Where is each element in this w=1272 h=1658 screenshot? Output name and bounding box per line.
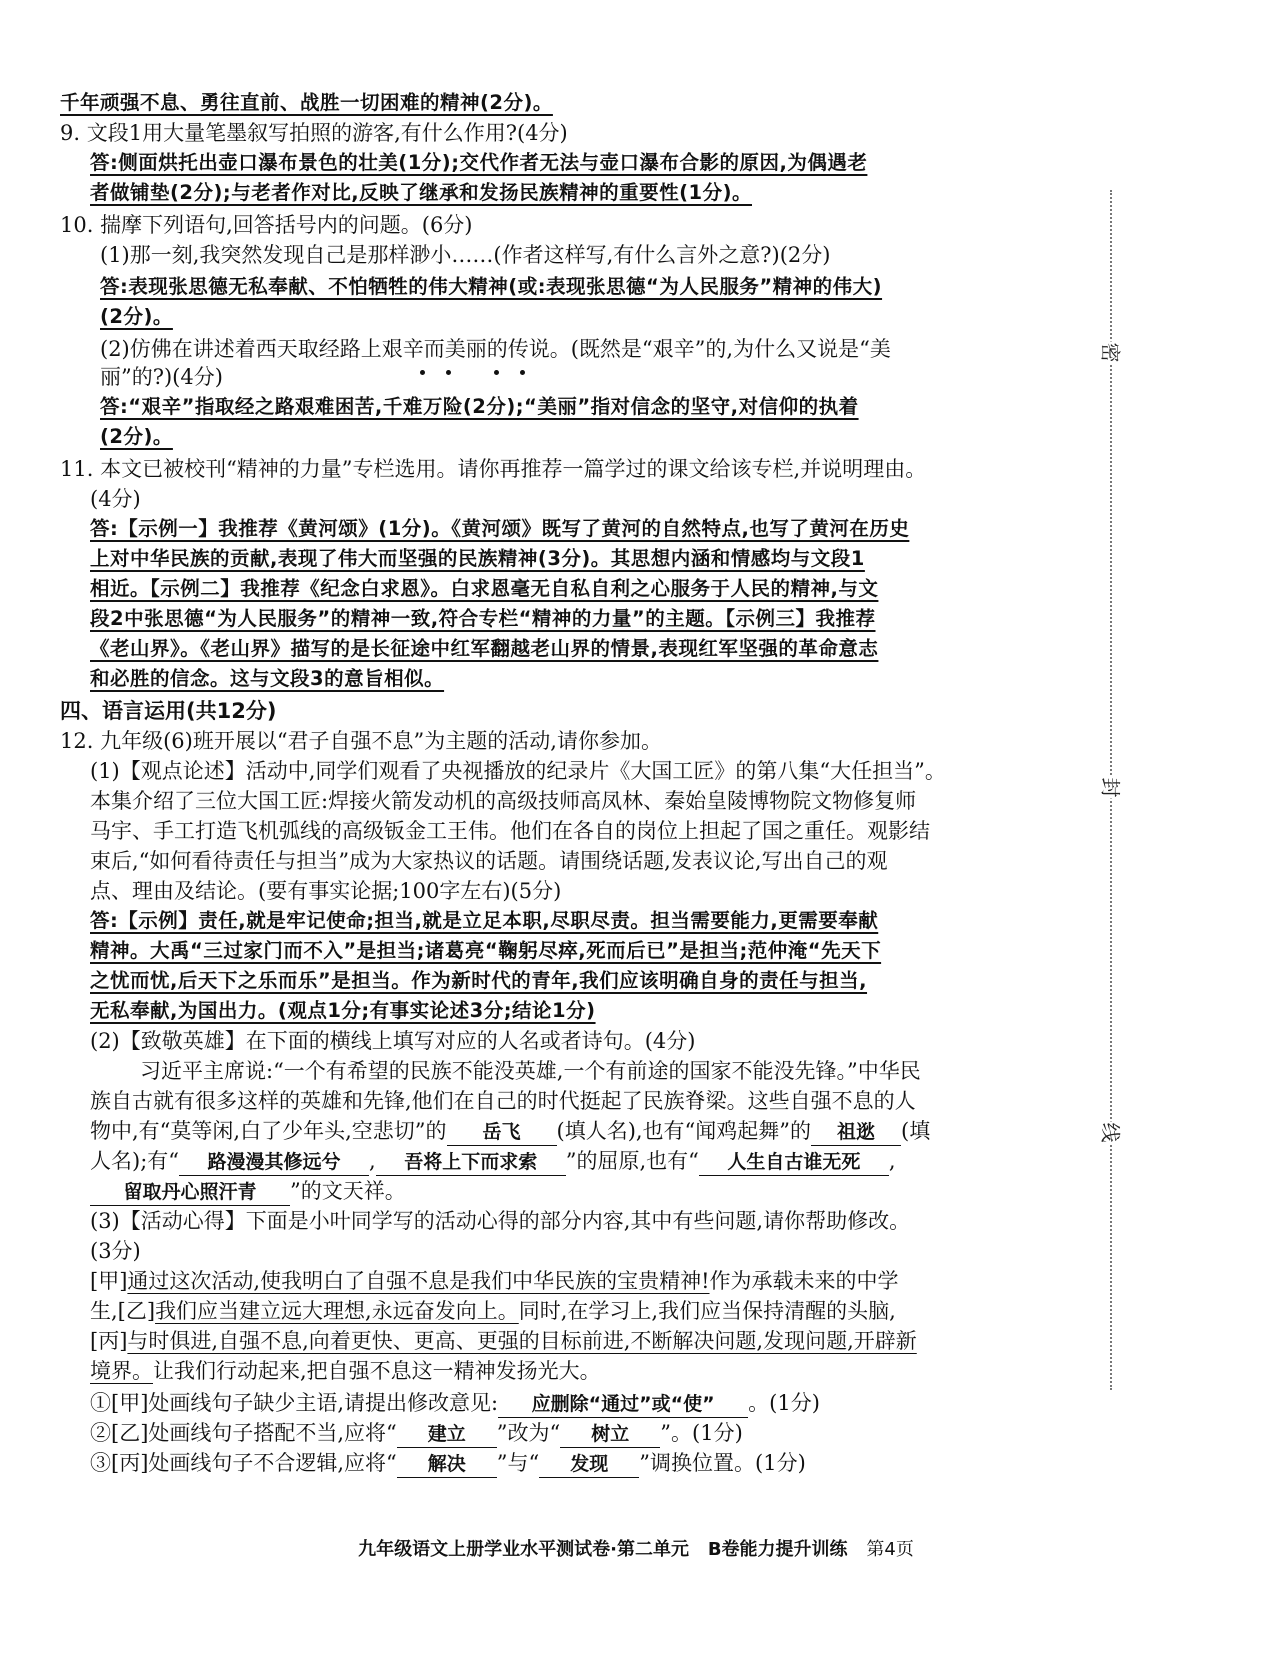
answer-11-line6: 和必胜的信念。这与文段3的意旨相似。 (90, 667, 445, 690)
essay-text: 作为承载未来的中学 (709, 1269, 899, 1293)
answer-line: 千年顽强不息、勇往直前、战胜一切困难的精神(2分)。 (60, 91, 553, 114)
question-10-2-line1: (2)仿佛在讲述着西天取经路上艰辛而美丽的传说。(既然是“艰辛”的,为什么又说是“美 (100, 337, 891, 361)
section-heading: 四、语言运用(共12分) (60, 699, 277, 723)
subquestion-3 (90, 1448, 806, 1478)
passage-line1: 习近平主席说:“一个有希望的民族不能没英雄,一个有前途的国家不能没先锋。”中华民 (140, 1059, 921, 1083)
answer-12-1-line4: 无私奉献,为国出力。(观点1分;有事实论述3分;结论1分) (90, 999, 596, 1022)
question-10: 10. 揣摩下列语句,回答括号内的问题。(6分) (60, 213, 473, 237)
underlined-sentence: 境界。 (90, 1359, 153, 1383)
question-12: 12. 九年级(6)班开展以“君子自强不息”为主题的活动,请你参加。 (60, 729, 662, 753)
subquestion-text: ”与“ (496, 1451, 540, 1475)
emphasis-dot (520, 370, 525, 375)
question-12-1-line1: (1)【观点论述】活动中,同学们观看了央视播放的纪录片《大国工匠》的第八集“大任担当”。 (90, 759, 946, 783)
question-12-3-line2: (3分) (90, 1239, 141, 1263)
underlined-sentence: 通过这次活动,使我明白了自强不息是我们中华民族的宝贵精神! (127, 1269, 710, 1293)
question-10-1: (1)那一刻,我突然发现自己是那样渺小……(作者这样写,有什么言外之意?)(2分) (100, 243, 831, 267)
fill-blank-answer: 路漫漫其修远兮 (179, 1149, 369, 1176)
emphasis-dot (494, 370, 499, 375)
fill-blank-answer: 发现 (539, 1451, 639, 1478)
answer-11-line2: 上对中华民族的贡献,表现了伟大而坚强的民族精神(3分)。其思想内涵和情感均与文段1 (90, 547, 865, 570)
emphasis-dot (446, 370, 451, 375)
fill-blank-answer: 解决 (397, 1451, 497, 1478)
essay-line3 (90, 1326, 917, 1356)
question-12-3-line1: (3)【活动心得】下面是小叶同学写的活动心得的部分内容,其中有些问题,请你帮助修改。 (90, 1209, 911, 1233)
passage-text: (填人名),也有“闻鸡起舞”的 (556, 1119, 812, 1143)
essay-text: 同时,在学习上,我们应当保持清醒的头脑, (518, 1299, 896, 1323)
footer-subtitle: B卷能力提升训练 (707, 1539, 848, 1560)
passage-line5 (90, 1176, 406, 1206)
fill-blank-answer: 人生自古谁无死 (699, 1149, 889, 1176)
question-10-2-line2: 丽”的?)(4分) (100, 365, 223, 389)
passage-line2: 族自古就有很多这样的英雄和先锋,他们在自己的时代挺起了民族脊梁。这些自强不息的人 (90, 1089, 916, 1113)
answer-12-1-line1: 答:【示例】责任,就是牢记使命;担当,就是立足本职,尽职尽责。担当需要能力,更需要奉献 (90, 909, 879, 932)
passage-text: (填 (901, 1119, 931, 1143)
essay-line4 (90, 1356, 601, 1386)
passage-text: ”的屈原,也有“ (565, 1149, 699, 1173)
page-footer (0, 1535, 1272, 1561)
subquestion-text: ①[甲]处画线句子缺少主语,请提出修改意见: (90, 1391, 499, 1415)
answer-11-line3: 相近。【示例二】我推荐《纪念白求恩》。白求恩毫无自私自利之心服务于人民的精神,与文 (90, 577, 879, 600)
question-9: 9. 文段1用大量笔墨叙写拍照的游客,有什么作用?(4分) (60, 121, 568, 145)
label-jia: [甲] (90, 1269, 128, 1293)
answer-9-line1: 答:侧面烘托出壶口瀑布景色的壮美(1分);交代作者无法与壶口瀑布合影的原因,为偶遇老 (90, 151, 868, 174)
fill-blank-answer: 应删除“通过”或“使” (498, 1391, 748, 1418)
answer-9-line2: 者做铺垫(2分);与老者作对比,反映了继承和发扬民族精神的重要性(1分)。 (90, 181, 752, 204)
passage-line3 (90, 1116, 930, 1146)
subquestion-1 (90, 1388, 820, 1418)
label-yi: 生,[乙] (90, 1299, 156, 1323)
answer-10-1-line2: (2分)。 (100, 305, 173, 328)
question-12-1-line3: 马宇、手工打造飞机弧线的高级钣金工王伟。他们在各自的岗位上担起了国之重任。观影结 (90, 819, 930, 843)
answer-10-2-line1: 答:“艰辛”指取经之路艰难困苦,千难万险(2分);“美丽”指对信念的坚守,对信仰的执着 (100, 395, 859, 418)
subquestion-text: ②[乙]处画线句子搭配不当,应将“ (90, 1421, 397, 1445)
answer-11-line5: 《老山界》。《老山界》描写的是长征途中红军翻越老山界的情景,表现红军坚强的革命意志 (90, 637, 879, 660)
passage-text: 物中,有“莫等闲,白了少年头,空悲切”的 (90, 1119, 447, 1143)
passage-text: , (888, 1149, 896, 1173)
answer-11-line1: 答:【示例一】我推荐《黄河颂》(1分)。《黄河颂》既写了黄河的自然特点,也写了黄河在历史 (90, 517, 910, 540)
answer-11-line4: 段2中张思德“为人民服务”的精神一致,符合专栏“精神的力量”的主题。【示例三】我推荐 (90, 607, 876, 630)
question-11-line2: (4分) (90, 487, 141, 511)
question-12-2: (2)【致敬英雄】在下面的横线上填写对应的人名或者诗句。(4分) (90, 1029, 696, 1053)
fill-blank-answer: 祖逖 (811, 1119, 901, 1146)
answer-12-1-line3: 之忧而忧,后天下之乐而乐”是担当。作为新时代的青年,我们应该明确自身的责任与担当, (90, 969, 868, 992)
footer-title: 九年级语文上册学业水平测试卷·第二单元 (358, 1539, 690, 1560)
seal-char-mi: 密 (1098, 342, 1127, 364)
subquestion-text: ③[丙]处画线句子不合逻辑,应将“ (90, 1451, 397, 1475)
passage-text: , (369, 1149, 376, 1173)
fill-blank-answer: 留取丹心照汗青 (90, 1179, 290, 1206)
answer-10-1-line1: 答:表现张思德无私奉献、不怕牺牲的伟大精神(或:表现张思德“为人民服务”精神的伟大) (100, 275, 883, 298)
underlined-sentence: 与时俱进,自强不息,向着更快、更高、更强的目标前进,不断解决问题,发现问题,开辟新 (127, 1329, 917, 1353)
subquestion-text: ”调换位置。(1分) (639, 1451, 806, 1475)
answer-12-1-line2: 精神。大禹“三过家门而不入”是担当;诸葛亮“鞠躬尽瘁,死而后已”是担当;范仲淹“先天下 (90, 939, 882, 962)
page-number: 第4页 (866, 1539, 914, 1560)
underlined-sentence: 我们应当建立远大理想,永远奋发向上。 (155, 1299, 519, 1323)
seal-char-feng: 封 (1098, 777, 1127, 799)
essay-line1 (90, 1266, 899, 1296)
emphasis-dot (420, 370, 425, 375)
label-bing: [丙] (90, 1329, 128, 1353)
fill-blank-answer: 建立 (397, 1421, 497, 1448)
question-11-line1: 11. 本文已被校刊“精神的力量”专栏选用。请你再推荐一篇学过的课文给该专栏,并说明理由。 (60, 457, 927, 481)
passage-line4 (90, 1146, 896, 1176)
question-12-1-line4: 束后,“如何看待责任与担当”成为大家热议的话题。请围绕话题,发表议论,写出自己的观 (90, 849, 888, 873)
fill-blank-answer: 吾将上下而求索 (376, 1149, 566, 1176)
essay-line2 (90, 1296, 896, 1326)
subquestion-2 (90, 1418, 743, 1448)
question-12-1-line2: 本集介绍了三位大国工匠:焊接火箭发动机的高级技师高凤林、秦始皇陵博物院文物修复师 (90, 789, 917, 813)
fill-blank-answer: 岳飞 (447, 1119, 557, 1146)
subquestion-text: 。(1分) (748, 1391, 820, 1415)
subquestion-text: ”改为“ (496, 1421, 561, 1445)
answer-10-2-line2: (2分)。 (100, 425, 173, 448)
seal-char-xian: 线 (1098, 1122, 1127, 1144)
question-12-1-line5: 点、理由及结论。(要有事实论据;100字左右)(5分) (90, 879, 562, 903)
essay-text: 让我们行动起来,把自强不息这一精神发扬光大。 (153, 1359, 601, 1383)
fill-blank-answer: 树立 (560, 1421, 660, 1448)
passage-text: 人名);有“ (90, 1149, 180, 1173)
passage-text: ”的文天祥。 (290, 1179, 406, 1203)
subquestion-text: ”。(1分) (660, 1421, 743, 1445)
